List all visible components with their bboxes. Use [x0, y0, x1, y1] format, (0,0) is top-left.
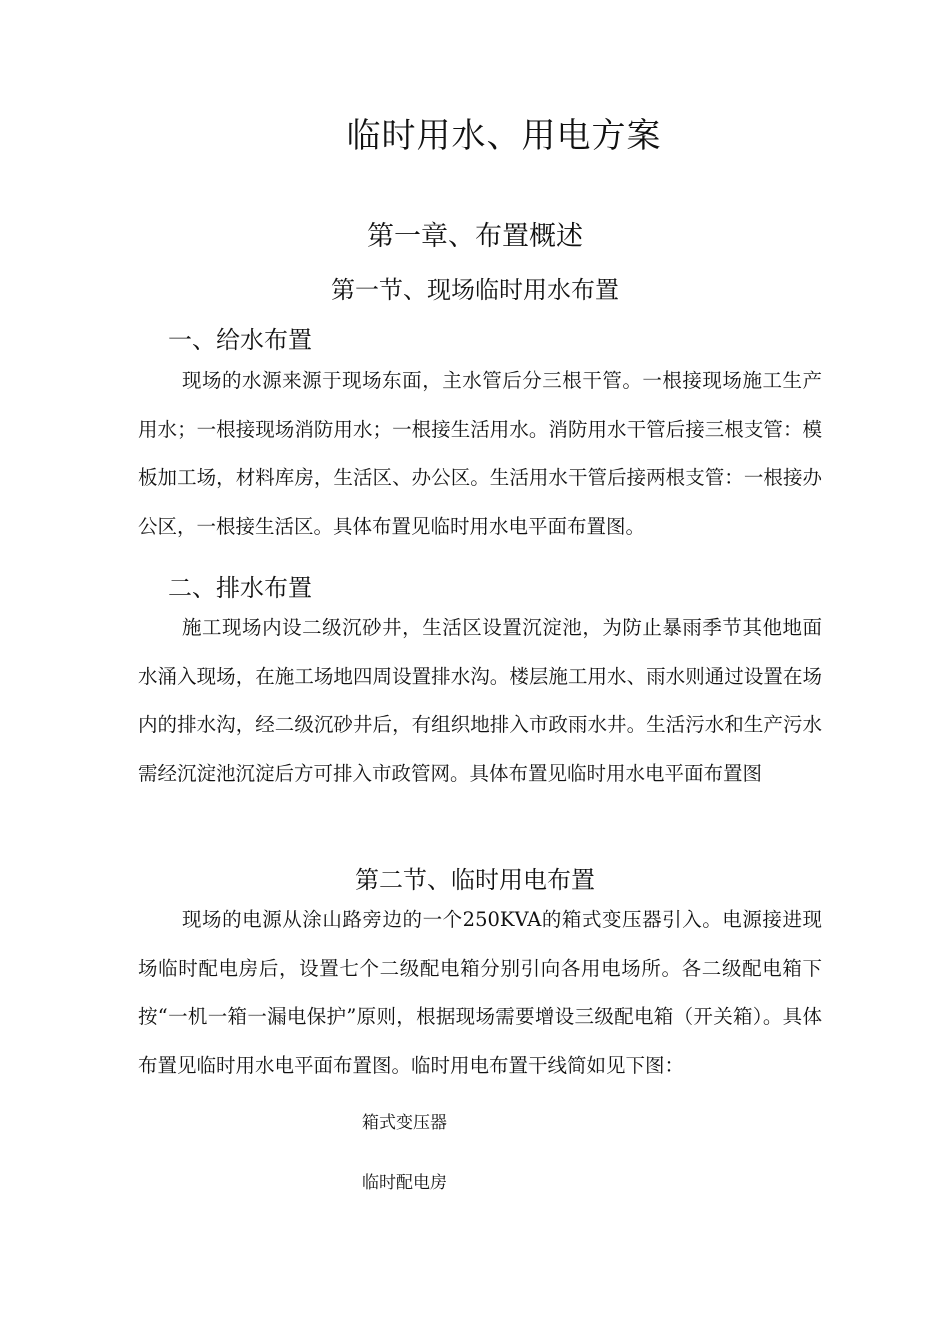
section-heading-power: 第二节、临时用电布置: [355, 866, 595, 894]
paragraph-water-supply: 现场的水源来源于现场东面，主水管后分三根干管。一根接现场施工生产用水；一根接现场消防用水；一根接生活用水。消防用水干管后接三根支管：模板加工场，材料库房，生活区、办公区。生活用水干管后接两根支管：一根接办公区，一根接生活区。具体布置见临时用水电平面布置图。: [138, 369, 822, 538]
diagram-node-transformer: 箱式变压器: [362, 1113, 447, 1133]
paragraph-power: 现场的电源从涂山路旁边的一个250KVA的箱式变压器引入。电源接进现场临时配电房后，设置七个二级配电箱分别引向各用电场所。各二级配电箱下按“一机一箱一漏电保护”原则，根据现场需要增设三级配电箱（开关箱）。具体布置见临时用水电平面布置图。临时用电布置干线简如见下图：: [138, 908, 822, 1077]
subheading-drainage: 二、排水布置: [168, 574, 312, 602]
diagram-node-distribution-room: 临时配电房: [362, 1173, 447, 1193]
paragraph-drainage: 施工现场内设二级沉砂井，生活区设置沉淀池，为防止暴雨季节其他地面水涌入现场，在施工场地四周设置排水沟。楼层施工用水、雨水则通过设置在场内的排水沟，经二级沉砂井后，有组织地排入市政雨水井。生活污水和生产污水需经沉淀池沉淀后方可排入市政管网。具体布置见临时用水电平面布置图: [138, 616, 822, 785]
subheading-water-supply: 一、给水布置: [168, 326, 312, 354]
chapter-heading: 第一章、布置概述: [367, 221, 583, 252]
section-heading-water: 第一节、现场临时用水布置: [331, 276, 619, 304]
document-title: 临时用水、用电方案: [346, 116, 662, 156]
